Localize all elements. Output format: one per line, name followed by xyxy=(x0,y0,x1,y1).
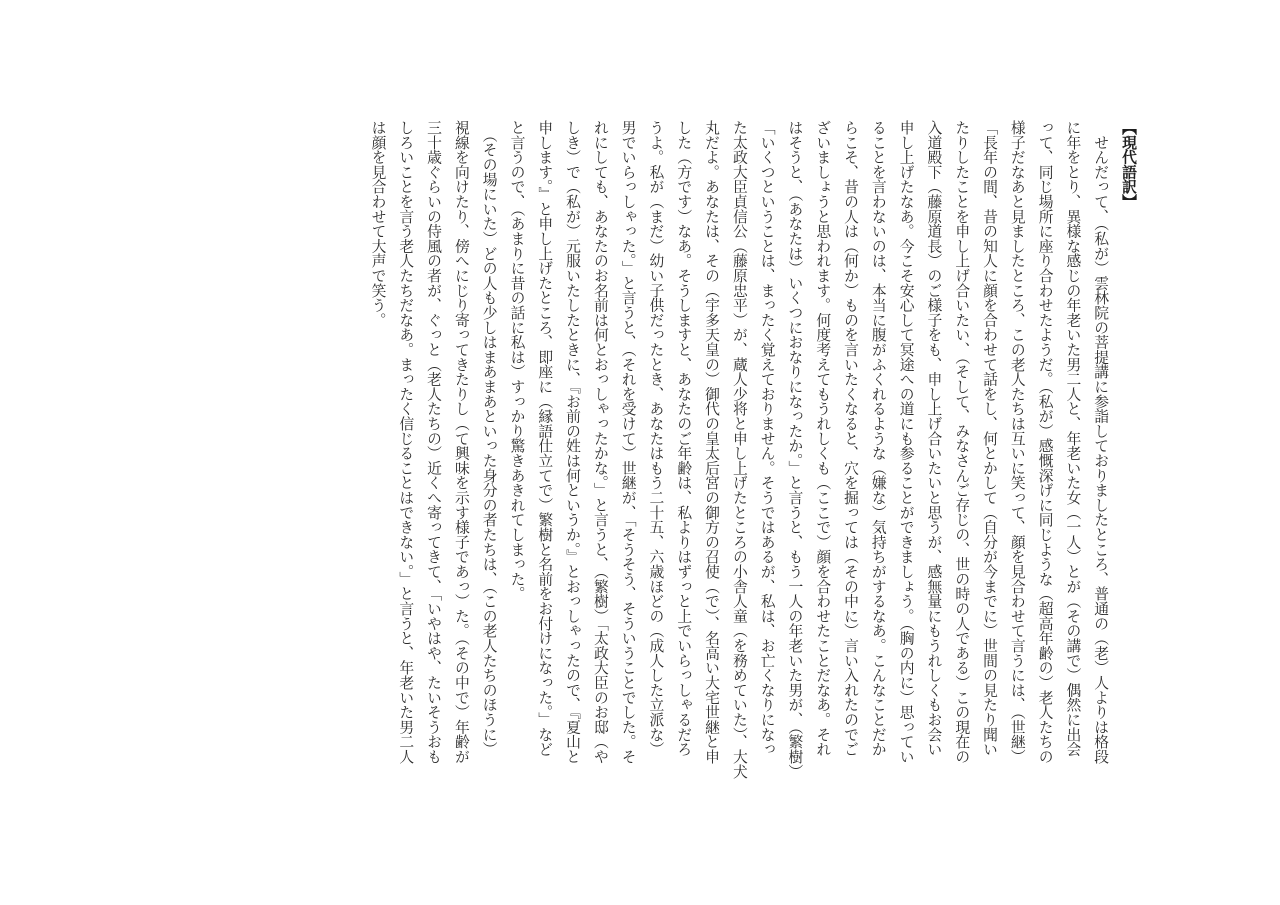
text-line: した（方です）なあ。そうしますと、あなたのご年齢は、私よりはずっと上でいらっしゃるだろ xyxy=(675,120,693,757)
text-line: うよ。私が（まだ）幼い子供だったとき、あなたはもう二十五、六歳ほどの（成人した立派な） xyxy=(647,120,665,757)
text-line: 申し上げたなあ。今こそ安心して冥途への道にも参ることができましょう。（胸の内に）思ってい xyxy=(897,120,915,764)
vertical-text-block xyxy=(364,120,1142,825)
text-line: らこそ、昔の人は（何か）ものを言いたくなると、穴を掘っては（その中に）言い入れたのでご xyxy=(842,120,860,757)
text-line: はそうと、（あなたは）いくつにおなりになったか。」と言うと、もう一人の年老いた男が、（繁樹） xyxy=(786,120,804,779)
text-line: れにしても、あなたのお名前は何とおっしゃったかな。」と言うと、（繁樹）「太政大臣のお邸（や xyxy=(591,120,609,764)
text-line: しろいことを言う老人たちだなあ。まったく信じることはできない。」と言うと、年老いた男二人 xyxy=(397,120,415,764)
text-line: 三十歳ぐらいの侍風の者が、ぐっと（老人たちの）近くへ寄ってきて、「いやはや、たいそうおも xyxy=(425,120,443,764)
text-line: （その場にいた）どの人も少しはまあまあといった身分の者たちは、（この老人たちのほうに） xyxy=(480,120,498,757)
text-line: 男でいらっしゃった。」と言うと、（それを受けて）世継が、「そうそう、そういうことでした。そ xyxy=(619,120,637,764)
text-line: しき）で（私が）元服いたしたときに、『お前の姓は何というか。』とおっしゃったので、『夏山と xyxy=(564,120,582,764)
text-line: 入道殿下（藤原道長）のご様子をも、申し上げ合いたいと思うが、感無量にもうれしくもお会い xyxy=(925,120,943,757)
text-line: ざいましょうと思われます。何度考えてもうれしくも（ここで）顔を合わせたことだなあ。それ xyxy=(814,120,832,757)
section-heading: 【現代語訳】 xyxy=(1120,120,1137,209)
text-line: は顔を見合わせて大声で笑う。 xyxy=(369,120,387,328)
text-line: 視線を向けたり、傍へにじり寄ってきたりし（て興味を示す様子であっ）た。（その中で）年齢が xyxy=(452,120,470,764)
text-line: って、同じ場所に座り合わせたようだ。（私が）感慨深げに同じような（超高年齢の）老人たちの xyxy=(1036,120,1054,764)
text-line: せんだって、（私が）雲林院の菩提講に参詣しておりましたところ、普通の（老）人よりは格段 xyxy=(1092,120,1110,764)
text-line: と言うので、（あまりに昔の話に私は）すっかり驚きあきれてしまった。 xyxy=(508,120,526,601)
text-line: たりしたことを申し上げ合いたい、（そして、みなさんご存じの、世の時の人である）この現在の xyxy=(953,120,971,764)
text-line: 「長年の間、昔の知人に顔を合わせて話をし、何とかして（自分が今までに）世間の見たり聞い xyxy=(981,120,999,757)
text-line: 丸だよ。あなたは、その（宇多天皇の）御代の皇太后宮の御方の召使（で）、名高い大宅世継と申 xyxy=(703,120,721,764)
text-line: 「いくつということは、まったく覚えておりません。そうではあるが、私は、お亡くなりになっ xyxy=(758,120,776,757)
text-line: 様子だなあと見ましたところ、この老人たちは互いに笑って、顔を見合わせて言うには、（世継） xyxy=(1008,120,1026,764)
text-line: 申します。』と申し上げたところ、即座に（縁語仕立てで）繁樹と名前をお付けになった。」など xyxy=(536,120,554,757)
text-line: た太政大臣貞信公（藤原忠平）が、蔵人少将と申し上げたところの小舎人童（を務めていた）、大犬 xyxy=(730,120,748,779)
text-line: ることを言わないのは、本当に腹がふくれるような（嫌な）気持ちがするなあ。こんなことだか xyxy=(869,120,887,757)
text-line: に年をとり、異様な感じの年老いた男二人と、年老いた女（一人）とが（その講で）偶然に出会 xyxy=(1064,120,1082,757)
